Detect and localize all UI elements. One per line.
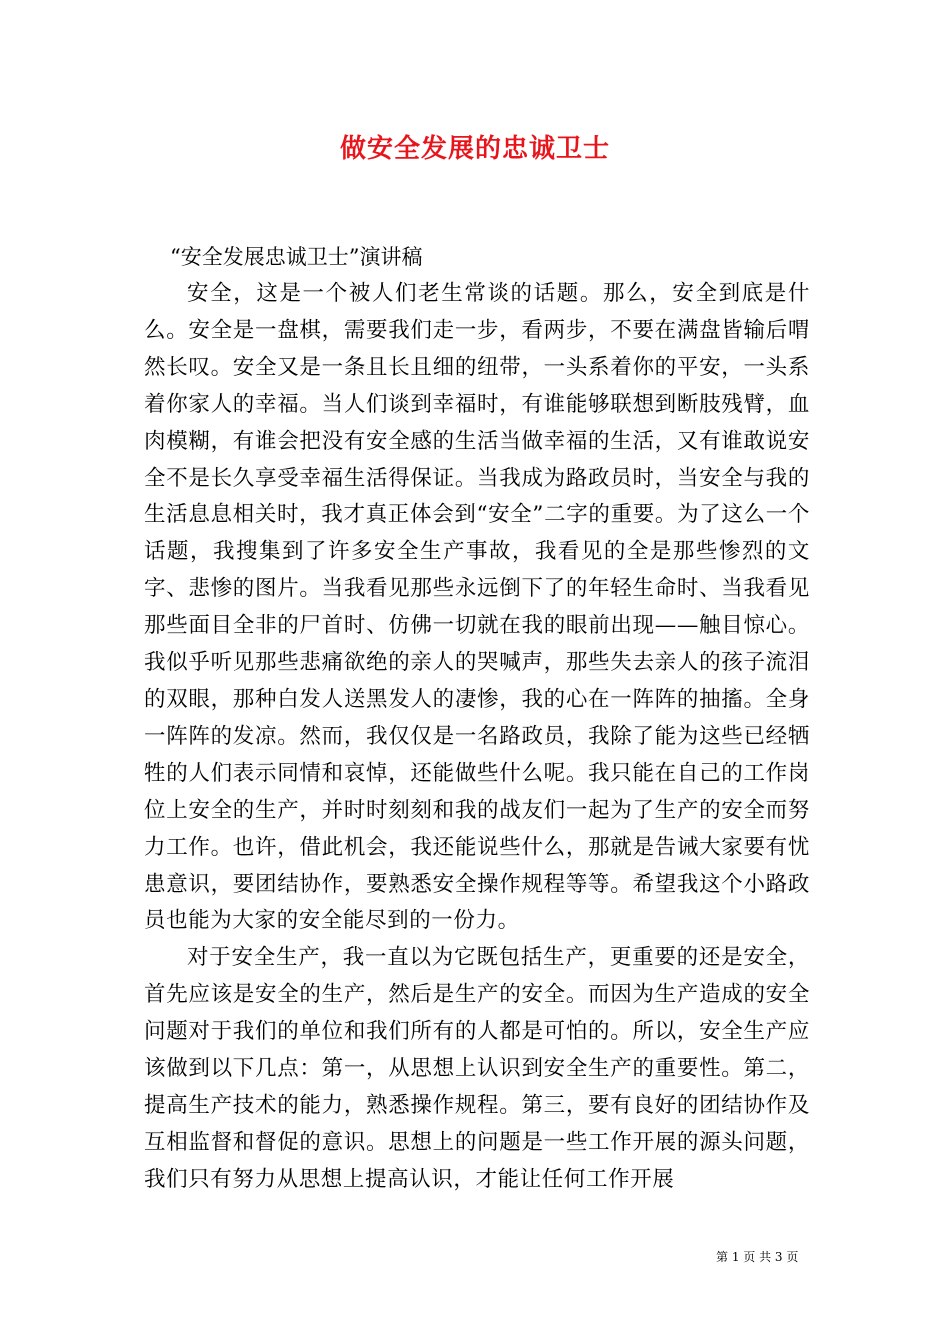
paragraph-2: 对于安全生产，我一直以为它既包括生产，更重要的还是安全，首先应该是安全的生产，然后是生产的安全。而因为生产造成的安全问题对于我们的单位和我们所有的人都是可怕的。所以，安全生产应该做到以下几点：第一，从思想上认识到安全生产的重要性。第二，提高生产技术的能力，熟悉操作规程。第三，要有良好的团结协作及互相监督和督促的意识。思想上的问题是一些工作开展的源头问题，我们只有努力从思想上提高认识，才能让任何工作开展	[144, 945, 810, 1192]
speech-subtitle: “安全发展忠诚卫士”演讲稿	[170, 245, 423, 269]
document-title: 做安全发展的忠诚卫士	[339, 134, 610, 164]
page-number-footer: 第 1 页 共 3 页	[716, 1250, 799, 1264]
paragraph-1: 安全，这是一个被人们老生常谈的话题。那么，安全到底是什么。安全是一盘棋，需要我们走一步，看两步，不要在满盘皆输后喟然长叹。安全又是一条且长且细的纽带，一头系着你的平安，一头系着你家人的幸福。当人们谈到幸福时，有谁能够联想到断肢残臂，血肉模糊，有谁会把没有安全感的生活当做幸福的生活，又有谁敢说安全不是长久享受幸福生活得保证。当我成为路政员时，当安全与我的生活息息相关时，我才真正体会到“安全”二字的重要。为了这么一个话题，我搜集到了许多安全生产事故，我看见的全是那些惨烈的文字、悲惨的图片。当我看见那些永远倒下了的年轻生命时、当我看见那些面目全非的尸首时、仿佛一切就在我的眼前出现——触目惊心。我似乎听见那些悲痛欲绝的亲人的哭喊声，那些失去亲人的孩子流泪的双眼，那种白发人送黑发人的凄惨，我的心在一阵阵的抽搐。全身一阵阵的发凉。然而，我仅仅是一名路政员，我除了能为这些已经牺牲的人们表示同情和哀悼，还能做些什么呢。我只能在自己的工作岗位上安全的生产，并时时刻刻和我的战友们一起为了生产的安全而努力工作。也许，借此机会，我还能说些什么，那就是告诫大家要有忧患意识，要团结协作，要熟悉安全操作规程等等。希望我这个小路政员也能为大家的安全能尽到的一份力。	[144, 281, 810, 934]
document-body	[144, 276, 810, 1199]
